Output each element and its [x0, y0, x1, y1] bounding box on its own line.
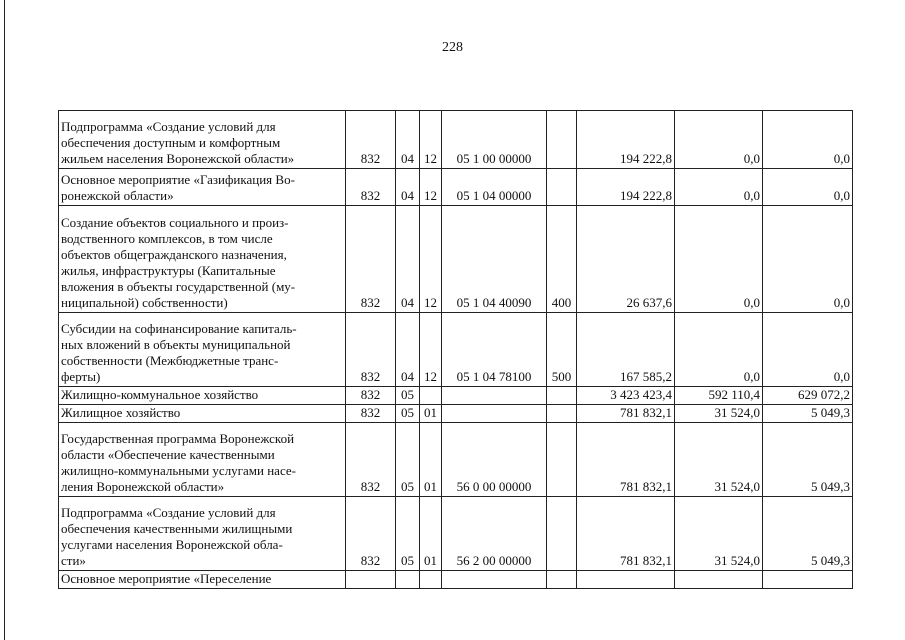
cell-name	[59, 423, 346, 497]
cell-amount-year1: 26 637,6	[577, 206, 675, 313]
page-number: 228	[442, 40, 463, 55]
cell-amount-year3: 0,0	[763, 111, 853, 169]
cell-csr: 56 2 00 00000	[442, 497, 547, 571]
cell-amount-year3: 5 049,3	[763, 405, 853, 423]
cell-vr	[547, 497, 577, 571]
cell-csr	[442, 571, 547, 589]
cell-name-line: Создание объектов социального и произ-	[61, 215, 289, 230]
cell-rz: 05	[396, 405, 420, 423]
cell-amount-year2: 31 524,0	[675, 405, 763, 423]
cell-amount-year2	[675, 571, 763, 589]
cell-rz: 04	[396, 313, 420, 387]
cell-vr	[547, 405, 577, 423]
cell-amount-year3: 0,0	[763, 206, 853, 313]
cell-pr: 12	[420, 169, 442, 206]
cell-amount-year3: 0,0	[763, 313, 853, 387]
cell-amount-year2: 592 110,4	[675, 387, 763, 405]
cell-rz: 05	[396, 387, 420, 405]
table-row	[59, 497, 853, 571]
cell-name-line: жилья, инфраструктуры (Капитальные	[61, 263, 276, 278]
cell-name-line: жилищно-коммунальными услугами насе-	[61, 463, 296, 478]
table-body	[59, 111, 853, 589]
cell-vr	[547, 571, 577, 589]
cell-name-line: ления Воронежской области»	[61, 479, 225, 494]
cell-name-line: Подпрограмма «Создание условий для	[61, 505, 276, 520]
cell-csr: 05 1 04 40090	[442, 206, 547, 313]
cell-name-line: собственности (Межбюджетные транс-	[61, 353, 279, 368]
cell-pr: 01	[420, 405, 442, 423]
cell-gr	[346, 571, 396, 589]
cell-vr: 500	[547, 313, 577, 387]
scan-left-edge	[4, 0, 5, 640]
cell-name-line: области «Обеспечение качественными	[61, 447, 275, 462]
table-row	[59, 405, 853, 423]
cell-gr: 832	[346, 387, 396, 405]
cell-csr	[442, 387, 547, 405]
cell-amount-year1: 167 585,2	[577, 313, 675, 387]
cell-amount-year2: 0,0	[675, 313, 763, 387]
cell-name	[59, 387, 346, 405]
table-row	[59, 571, 853, 589]
table-row	[59, 111, 853, 169]
cell-name-line: ронежской области»	[61, 188, 174, 203]
cell-rz: 05	[396, 497, 420, 571]
cell-amount-year1: 194 222,8	[577, 169, 675, 206]
cell-amount-year1: 781 832,1	[577, 423, 675, 497]
cell-csr: 05 1 04 78100	[442, 313, 547, 387]
cell-name-line: Жилищно-коммунальное хозяйство	[61, 387, 259, 402]
cell-amount-year1: 3 423 423,4	[577, 387, 675, 405]
cell-amount-year2: 0,0	[675, 169, 763, 206]
cell-rz: 05	[396, 423, 420, 497]
cell-gr: 832	[346, 497, 396, 571]
cell-amount-year1: 194 222,8	[577, 111, 675, 169]
cell-csr: 56 0 00 00000	[442, 423, 547, 497]
cell-amount-year1: 781 832,1	[577, 405, 675, 423]
cell-gr: 832	[346, 405, 396, 423]
cell-name	[59, 313, 346, 387]
cell-name	[59, 169, 346, 206]
table-row	[59, 387, 853, 405]
cell-name-line: ферты)	[61, 369, 101, 384]
cell-name-line: Субсидии на софинансирование капиталь-	[61, 321, 297, 336]
cell-amount-year3: 629 072,2	[763, 387, 853, 405]
cell-rz: 04	[396, 169, 420, 206]
cell-name-line: объектов общегражданского назначения,	[61, 247, 287, 262]
cell-vr	[547, 423, 577, 497]
cell-rz: 04	[396, 111, 420, 169]
cell-amount-year3: 5 049,3	[763, 497, 853, 571]
table-row	[59, 169, 853, 206]
cell-gr: 832	[346, 206, 396, 313]
cell-vr	[547, 169, 577, 206]
cell-pr	[420, 387, 442, 405]
cell-name-line: Основное мероприятие «Переселение	[61, 571, 272, 586]
cell-name-line: Подпрограмма «Создание условий для	[61, 119, 276, 134]
cell-name-line: жильем населения Воронежской области»	[61, 151, 295, 166]
cell-gr: 832	[346, 313, 396, 387]
cell-amount-year2: 0,0	[675, 111, 763, 169]
table-row	[59, 423, 853, 497]
cell-name-line: Основное мероприятие «Газификация Во-	[61, 172, 295, 187]
budget-table	[58, 110, 853, 589]
cell-rz: 04	[396, 206, 420, 313]
cell-vr: 400	[547, 206, 577, 313]
cell-pr	[420, 571, 442, 589]
cell-amount-year2: 31 524,0	[675, 423, 763, 497]
cell-gr: 832	[346, 423, 396, 497]
cell-name	[59, 497, 346, 571]
cell-name-line: водственного комплексов, в том числе	[61, 231, 273, 246]
cell-name-line: обеспечения доступным и комфортным	[61, 135, 281, 150]
cell-amount-year1	[577, 571, 675, 589]
table-row	[59, 206, 853, 313]
cell-name-line: Государственная программа Воронежской	[61, 431, 295, 446]
cell-csr: 05 1 04 00000	[442, 169, 547, 206]
cell-name-line: Жилищное хозяйство	[61, 405, 181, 420]
cell-pr: 12	[420, 313, 442, 387]
table-row	[59, 313, 853, 387]
cell-vr	[547, 387, 577, 405]
cell-pr: 12	[420, 111, 442, 169]
cell-rz	[396, 571, 420, 589]
cell-pr: 12	[420, 206, 442, 313]
cell-csr: 05 1 00 00000	[442, 111, 547, 169]
cell-amount-year2: 0,0	[675, 206, 763, 313]
cell-name-line: обеспечения качественными жилищными	[61, 521, 293, 536]
cell-amount-year1: 781 832,1	[577, 497, 675, 571]
cell-name	[59, 206, 346, 313]
cell-name-line: услугами населения Воронежской обла-	[61, 537, 283, 552]
cell-name	[59, 111, 346, 169]
cell-gr: 832	[346, 111, 396, 169]
cell-gr: 832	[346, 169, 396, 206]
cell-pr: 01	[420, 497, 442, 571]
cell-amount-year3: 0,0	[763, 169, 853, 206]
cell-amount-year3	[763, 571, 853, 589]
cell-csr	[442, 405, 547, 423]
cell-name	[59, 571, 346, 589]
cell-amount-year2: 31 524,0	[675, 497, 763, 571]
cell-vr	[547, 111, 577, 169]
cell-name-line: сти»	[61, 553, 86, 568]
cell-name-line: ных вложений в объекты муниципальной	[61, 337, 291, 352]
cell-pr: 01	[420, 423, 442, 497]
cell-name-line: ниципальной) собственности)	[61, 295, 228, 310]
cell-name	[59, 405, 346, 423]
cell-name-line: вложения в объекты государственной (му-	[61, 279, 296, 294]
cell-amount-year3: 5 049,3	[763, 423, 853, 497]
